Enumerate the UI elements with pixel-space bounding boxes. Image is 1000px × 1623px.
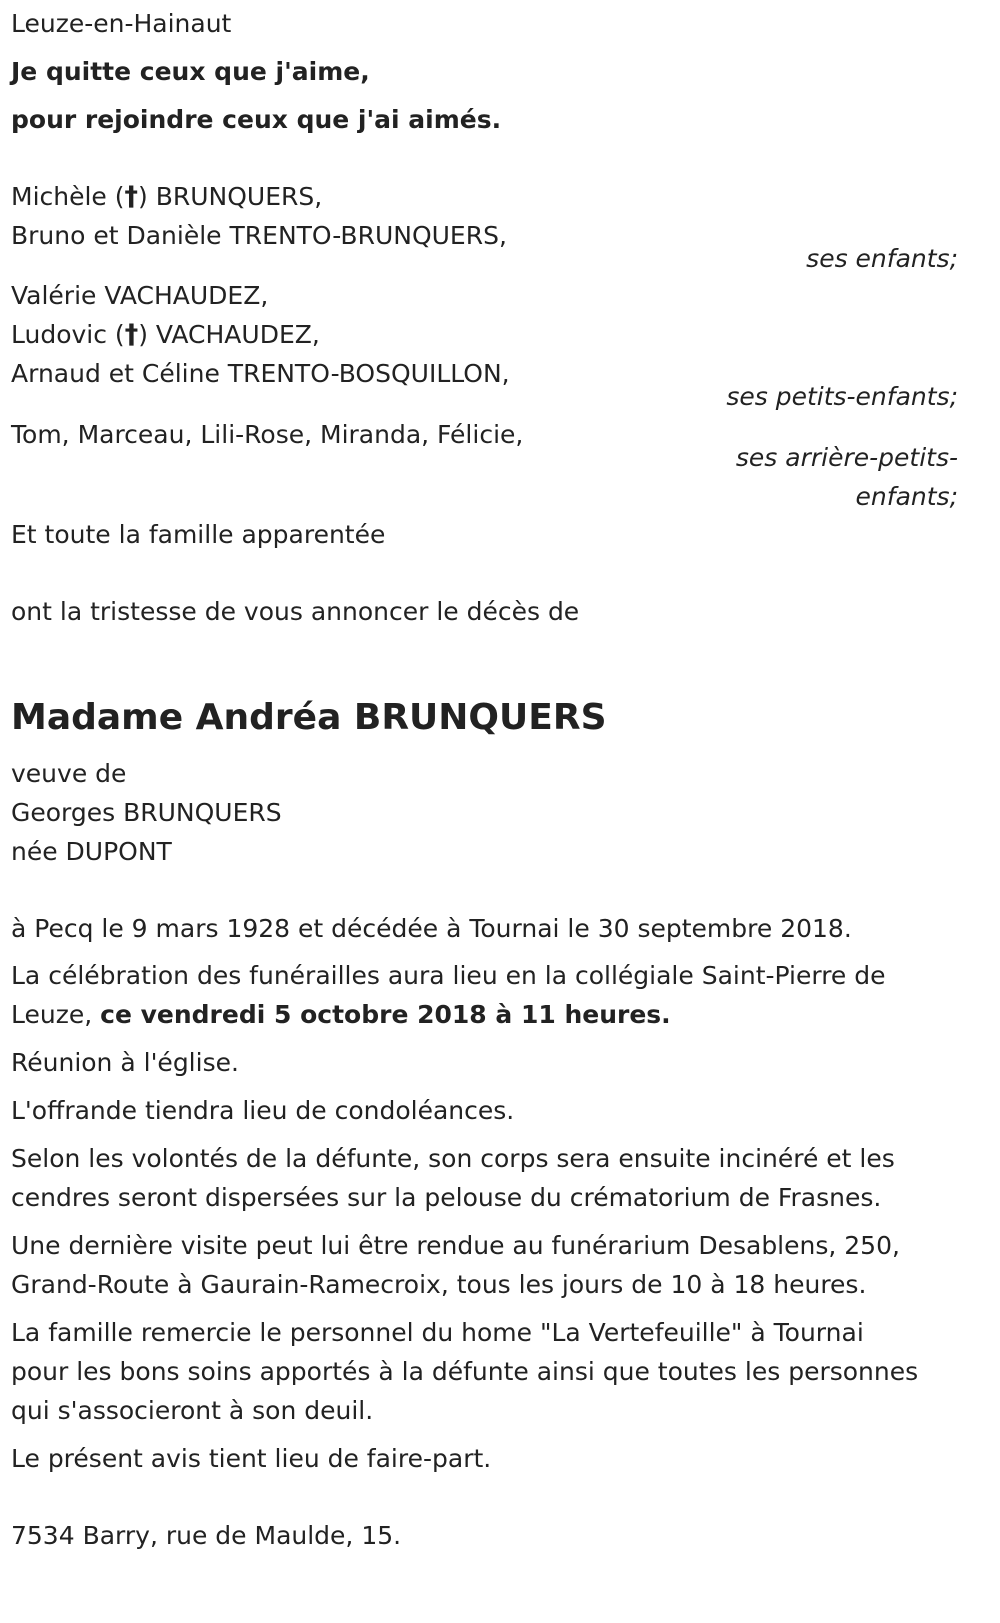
quote-line-2: pour rejoindre ceux que j'ai aimés. xyxy=(11,105,502,134)
grandchildren-line-2-b: ) VACHAUDEZ, xyxy=(138,320,320,349)
visit-line-1: Une dernière visite peut lui être rendue au funérarium Desablens, 250, xyxy=(11,1231,900,1260)
wishes-line-1: Selon les volontés de la défunte, son corps sera ensuite incinéré et les xyxy=(11,1144,895,1173)
children-line-1-a: Michèle ( xyxy=(11,182,125,211)
funeral-line-2 xyxy=(11,995,671,1035)
children-line-2: Bruno et Danièle TRENTO-BRUNQUERS, xyxy=(11,221,507,250)
children-line-1-b: ) BRUNQUERS, xyxy=(138,182,323,211)
cross-icon: † xyxy=(124,319,139,350)
grandchildren-line-2 xyxy=(11,315,320,355)
funeral-line-1: La célébration des funérailles aura lieu en la collégiale Saint-Pierre de xyxy=(11,961,886,990)
thanks-line-2: pour les bons soins apportés à la défunte ainsi que toutes les personnes xyxy=(11,1357,919,1386)
notice: Le présent avis tient lieu de faire-part. xyxy=(11,1444,492,1473)
quote-line-1: Je quitte ceux que j'aime, xyxy=(11,57,370,86)
great-grandchildren-label-2: enfants; xyxy=(855,482,958,511)
thanks-line-3: qui s'associeront à son deuil. xyxy=(11,1396,374,1425)
wishes-line-2: cendres seront dispersées sur la pelouse du crématorium de Frasnes. xyxy=(11,1183,882,1212)
meeting: Réunion à l'église. xyxy=(11,1048,239,1077)
thanks-line-1: La famille remercie le personnel du home "La Vertefeuille" à Tournai xyxy=(11,1318,864,1347)
family: Et toute la famille apparentée xyxy=(11,520,386,549)
funeral-date: ce vendredi 5 octobre 2018 à 11 heures. xyxy=(100,1000,671,1029)
children-line-1 xyxy=(11,177,322,217)
widow-line-1: veuve de xyxy=(11,759,127,788)
cross-icon: † xyxy=(124,181,139,212)
grandchildren-label: ses petits-enfants; xyxy=(726,382,958,411)
grandchildren-line-3: Arnaud et Céline TRENTO-BOSQUILLON, xyxy=(11,359,510,388)
grandchildren-line-2-a: Ludovic ( xyxy=(11,320,125,349)
address: 7534 Barry, rue de Maulde, 15. xyxy=(11,1521,402,1550)
deceased-name: Madame Andréa BRUNQUERS xyxy=(11,697,607,738)
birth-death: à Pecq le 9 mars 1928 et décédée à Tournai le 30 septembre 2018. xyxy=(11,914,852,943)
great-grandchildren-line-1: Tom, Marceau, Lili-Rose, Miranda, Félicie, xyxy=(11,420,524,449)
great-grandchildren-label-1: ses arrière-petits- xyxy=(735,443,958,472)
children-label: ses enfants; xyxy=(806,244,958,273)
offering: L'offrande tiendra lieu de condoléances. xyxy=(11,1096,515,1125)
visit-line-2: Grand-Route à Gaurain-Ramecroix, tous les jours de 10 à 18 heures. xyxy=(11,1270,867,1299)
widow-line-3: née DUPONT xyxy=(11,837,172,866)
grandchildren-line-1: Valérie VACHAUDEZ, xyxy=(11,281,269,310)
funeral-place: Leuze, xyxy=(11,1000,101,1029)
location: Leuze-en-Hainaut xyxy=(11,9,232,38)
widow-line-2: Georges BRUNQUERS xyxy=(11,798,282,827)
announcement: ont la tristesse de vous annoncer le décès de xyxy=(11,597,580,626)
